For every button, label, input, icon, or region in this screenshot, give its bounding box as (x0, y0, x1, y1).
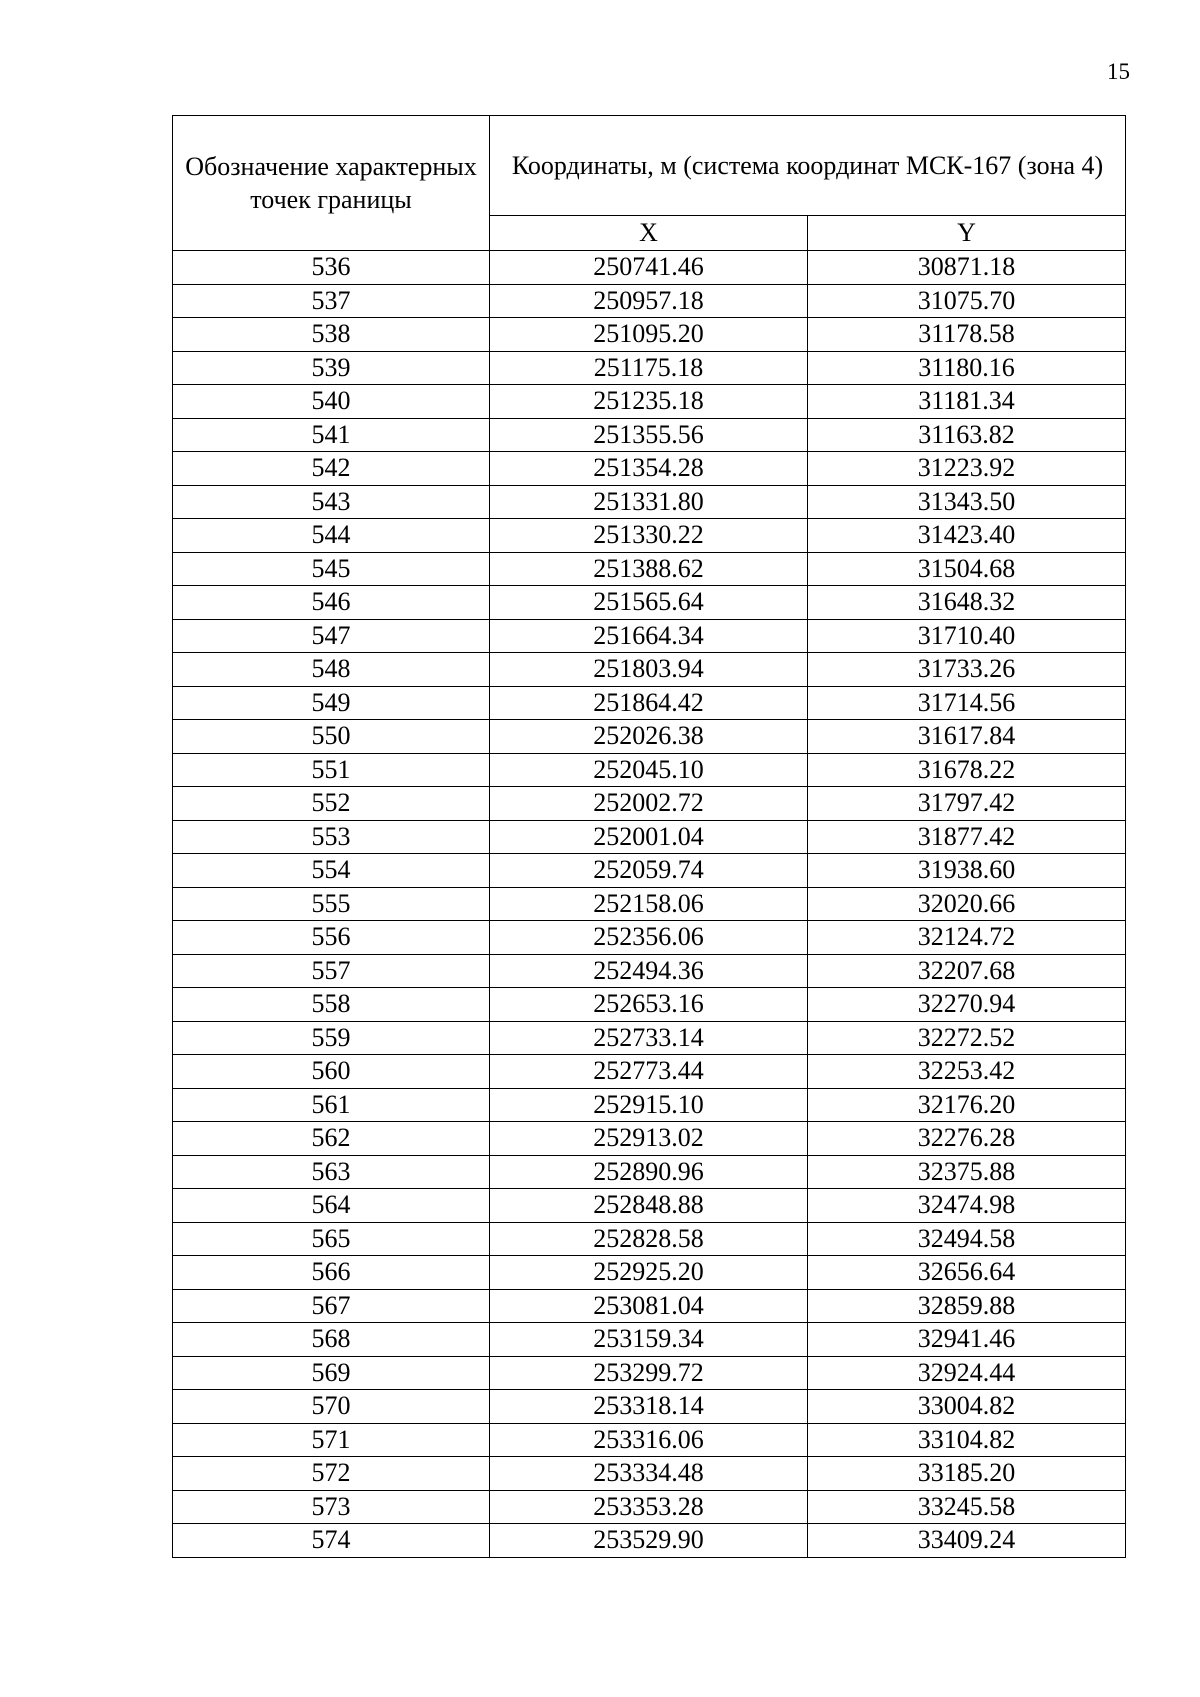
point-id-cell: 556 (173, 921, 490, 955)
y-coordinate-cell: 31178.58 (808, 318, 1126, 352)
y-coordinate-cell: 31648.32 (808, 586, 1126, 620)
x-coordinate-cell: 251330.22 (490, 519, 808, 553)
x-coordinate-cell: 253353.28 (490, 1490, 808, 1524)
point-id-cell: 542 (173, 452, 490, 486)
point-id-cell: 571 (173, 1423, 490, 1457)
x-coordinate-cell: 251354.28 (490, 452, 808, 486)
table-row (173, 351, 1126, 385)
x-coordinate-cell: 252002.72 (490, 787, 808, 821)
point-id-cell: 537 (173, 284, 490, 318)
x-coordinate-cell: 252890.96 (490, 1155, 808, 1189)
x-coordinate-cell: 252848.88 (490, 1189, 808, 1223)
y-coordinate-cell: 31423.40 (808, 519, 1126, 553)
table-row (173, 519, 1126, 553)
point-id-cell: 566 (173, 1256, 490, 1290)
point-id-cell: 567 (173, 1289, 490, 1323)
y-column-header: Y (808, 216, 1126, 251)
y-coordinate-cell: 32924.44 (808, 1356, 1126, 1390)
table-row (173, 586, 1126, 620)
point-id-cell: 552 (173, 787, 490, 821)
x-coordinate-cell: 251565.64 (490, 586, 808, 620)
x-coordinate-cell: 252001.04 (490, 820, 808, 854)
y-coordinate-cell: 31877.42 (808, 820, 1126, 854)
point-id-cell: 568 (173, 1323, 490, 1357)
x-coordinate-cell: 250957.18 (490, 284, 808, 318)
table-row (173, 1524, 1126, 1558)
point-id-cell: 559 (173, 1021, 490, 1055)
x-coordinate-cell: 253081.04 (490, 1289, 808, 1323)
point-id-cell: 553 (173, 820, 490, 854)
point-id-cell: 540 (173, 385, 490, 419)
x-coordinate-cell: 251388.62 (490, 552, 808, 586)
y-coordinate-cell: 31710.40 (808, 619, 1126, 653)
x-coordinate-cell: 252059.74 (490, 854, 808, 888)
point-id-cell: 547 (173, 619, 490, 653)
table-row (173, 619, 1126, 653)
x-coordinate-cell: 252356.06 (490, 921, 808, 955)
table-row (173, 418, 1126, 452)
y-coordinate-cell: 31343.50 (808, 485, 1126, 519)
point-id-cell: 545 (173, 552, 490, 586)
y-coordinate-cell: 31714.56 (808, 686, 1126, 720)
point-id-cell: 539 (173, 351, 490, 385)
x-coordinate-cell: 252045.10 (490, 753, 808, 787)
y-coordinate-cell: 32020.66 (808, 887, 1126, 921)
y-coordinate-cell: 31223.92 (808, 452, 1126, 486)
point-id-cell: 541 (173, 418, 490, 452)
table-row (173, 1323, 1126, 1357)
x-coordinate-cell: 251095.20 (490, 318, 808, 352)
table-body (173, 251, 1126, 1558)
table-row (173, 1289, 1126, 1323)
x-coordinate-cell: 253529.90 (490, 1524, 808, 1558)
point-id-cell: 555 (173, 887, 490, 921)
table-row (173, 720, 1126, 754)
table-row (173, 686, 1126, 720)
y-coordinate-cell: 33245.58 (808, 1490, 1126, 1524)
point-id-cell: 554 (173, 854, 490, 888)
x-coordinate-cell: 251355.56 (490, 418, 808, 452)
point-id-cell: 536 (173, 251, 490, 285)
y-coordinate-cell: 33409.24 (808, 1524, 1126, 1558)
point-designation-header-label: Обозначение характерных точек границы (185, 152, 477, 214)
x-coordinate-cell: 252158.06 (490, 887, 808, 921)
table-row (173, 251, 1126, 285)
table-row (173, 452, 1126, 486)
x-coordinate-cell: 252915.10 (490, 1088, 808, 1122)
coordinates-table (172, 115, 1126, 1558)
y-coordinate-cell: 32656.64 (808, 1256, 1126, 1290)
point-id-cell: 573 (173, 1490, 490, 1524)
page-number: 15 (1107, 59, 1130, 84)
table-row (173, 921, 1126, 955)
table-row (173, 1490, 1126, 1524)
point-id-cell: 551 (173, 753, 490, 787)
point-id-cell: 546 (173, 586, 490, 620)
x-coordinate-cell: 251864.42 (490, 686, 808, 720)
table-row (173, 1457, 1126, 1491)
y-coordinate-cell: 32276.28 (808, 1122, 1126, 1156)
point-id-cell: 557 (173, 954, 490, 988)
x-coordinate-cell: 252733.14 (490, 1021, 808, 1055)
x-coordinate-cell: 251803.94 (490, 653, 808, 687)
point-id-cell: 569 (173, 1356, 490, 1390)
x-coordinate-cell: 252925.20 (490, 1256, 808, 1290)
table-row (173, 385, 1126, 419)
y-coordinate-cell: 32375.88 (808, 1155, 1126, 1189)
table-row (173, 1356, 1126, 1390)
coordinates-header-label: Координаты, м (система координат МСК-167 (зона 4) (511, 150, 1104, 180)
y-coordinate-cell: 31504.68 (808, 552, 1126, 586)
table-row (173, 1155, 1126, 1189)
point-id-cell: 560 (173, 1055, 490, 1089)
y-coordinate-cell: 33104.82 (808, 1423, 1126, 1457)
y-coordinate-cell: 31733.26 (808, 653, 1126, 687)
x-coordinate-cell: 251664.34 (490, 619, 808, 653)
y-coordinate-cell: 33004.82 (808, 1390, 1126, 1424)
table-row (173, 1088, 1126, 1122)
x-coordinate-cell: 253334.48 (490, 1457, 808, 1491)
y-coordinate-cell: 32253.42 (808, 1055, 1126, 1089)
y-coordinate-cell: 32124.72 (808, 921, 1126, 955)
point-id-cell: 548 (173, 653, 490, 687)
y-coordinate-cell: 31617.84 (808, 720, 1126, 754)
x-coordinate-cell: 252494.36 (490, 954, 808, 988)
point-id-cell: 558 (173, 988, 490, 1022)
table-row (173, 1122, 1126, 1156)
y-coordinate-cell: 32474.98 (808, 1189, 1126, 1223)
table-row (173, 787, 1126, 821)
x-column-header: X (490, 216, 808, 251)
x-coordinate-cell: 252828.58 (490, 1222, 808, 1256)
x-coordinate-cell: 253316.06 (490, 1423, 808, 1457)
x-coordinate-cell: 250741.46 (490, 251, 808, 285)
x-coordinate-cell: 251331.80 (490, 485, 808, 519)
y-coordinate-cell: 32270.94 (808, 988, 1126, 1022)
y-coordinate-cell: 31678.22 (808, 753, 1126, 787)
y-coordinate-cell: 30871.18 (808, 251, 1126, 285)
x-coordinate-cell: 251175.18 (490, 351, 808, 385)
table-row (173, 318, 1126, 352)
point-id-cell: 570 (173, 1390, 490, 1424)
point-id-cell: 563 (173, 1155, 490, 1189)
table-header (173, 116, 1126, 251)
table-row (173, 284, 1126, 318)
x-coordinate-cell: 252653.16 (490, 988, 808, 1022)
table-row (173, 1423, 1126, 1457)
y-coordinate-cell: 33185.20 (808, 1457, 1126, 1491)
x-coordinate-cell: 253299.72 (490, 1356, 808, 1390)
y-coordinate-cell: 32272.52 (808, 1021, 1126, 1055)
y-coordinate-cell: 32176.20 (808, 1088, 1126, 1122)
y-coordinate-cell: 31797.42 (808, 787, 1126, 821)
point-id-cell: 574 (173, 1524, 490, 1558)
point-id-cell: 544 (173, 519, 490, 553)
table-row (173, 954, 1126, 988)
y-coordinate-cell: 31075.70 (808, 284, 1126, 318)
x-coordinate-cell: 252026.38 (490, 720, 808, 754)
x-coordinate-cell: 253159.34 (490, 1323, 808, 1357)
point-id-cell: 549 (173, 686, 490, 720)
y-coordinate-cell: 32494.58 (808, 1222, 1126, 1256)
coordinates-header (490, 116, 1126, 216)
point-id-cell: 562 (173, 1122, 490, 1156)
x-coordinate-cell: 252913.02 (490, 1122, 808, 1156)
point-id-cell: 538 (173, 318, 490, 352)
y-coordinate-cell: 32859.88 (808, 1289, 1126, 1323)
y-coordinate-cell: 31163.82 (808, 418, 1126, 452)
table-row (173, 1055, 1126, 1089)
point-id-cell: 561 (173, 1088, 490, 1122)
table-row (173, 1222, 1126, 1256)
table-row (173, 988, 1126, 1022)
table-row (173, 1256, 1126, 1290)
point-designation-header (173, 116, 490, 251)
x-coordinate-cell: 253318.14 (490, 1390, 808, 1424)
table-row (173, 485, 1126, 519)
point-id-cell: 565 (173, 1222, 490, 1256)
y-coordinate-cell: 31938.60 (808, 854, 1126, 888)
point-id-cell: 550 (173, 720, 490, 754)
point-id-cell: 572 (173, 1457, 490, 1491)
x-coordinate-cell: 252773.44 (490, 1055, 808, 1089)
table-row (173, 1021, 1126, 1055)
y-coordinate-cell: 31180.16 (808, 351, 1126, 385)
table-row (173, 753, 1126, 787)
table-row (173, 552, 1126, 586)
table-row (173, 887, 1126, 921)
table-row (173, 820, 1126, 854)
table-row (173, 1390, 1126, 1424)
table-row (173, 854, 1126, 888)
table-row (173, 1189, 1126, 1223)
point-id-cell: 543 (173, 485, 490, 519)
y-coordinate-cell: 31181.34 (808, 385, 1126, 419)
table-row (173, 653, 1126, 687)
y-coordinate-cell: 32941.46 (808, 1323, 1126, 1357)
x-coordinate-cell: 251235.18 (490, 385, 808, 419)
point-id-cell: 564 (173, 1189, 490, 1223)
y-coordinate-cell: 32207.68 (808, 954, 1126, 988)
